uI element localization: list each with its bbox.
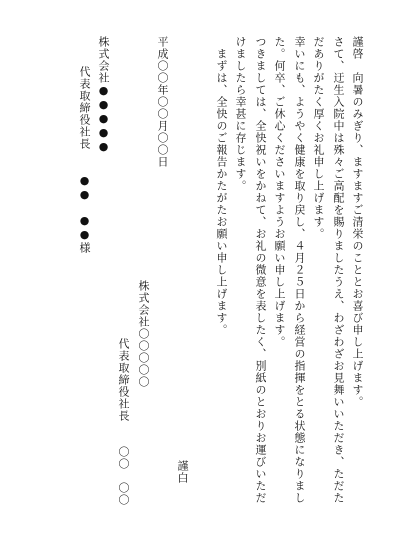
- body-line-3: 幸いにも、ようやく健康を取り戻し、４月２５日から経営の指揮をとる状態になりまし: [293, 36, 306, 504]
- letter-closing: 謹白: [176, 460, 189, 484]
- body-line-2: だありがたく厚くお礼申し上げます。: [312, 36, 325, 240]
- body-line-6: けましたら幸甚に存じます。: [234, 36, 247, 192]
- letter-opening: 謹啓 向暑のみぎり、ますますご清栄のこととお喜び申し上げます。: [351, 36, 364, 408]
- recipient-company: 株式会社●●●●●: [97, 36, 110, 154]
- body-line-1: さて、迂生入院中は殊々ご高配を賜りましたうえ、わざわざお見舞いいただき、ただた: [332, 36, 345, 504]
- letter-date: 平成〇〇年〇〇月〇〇日: [156, 36, 169, 168]
- sender-company: 株式会社〇〇〇〇〇: [137, 280, 150, 388]
- body-line-7: まずは、全快のご報告かたがたお願い申し上げます。: [215, 48, 228, 336]
- body-line-4: た。何卒、ご休心くださいますようお願い申し上げます。: [273, 36, 286, 348]
- recipient-title-name: 代表取締役社長 ●● ●●様: [78, 66, 91, 254]
- body-line-5: つきましては、全快祝いをかねて、お礼の微意を表したく、別紙のとおりお運びいただ: [254, 36, 267, 504]
- sender-title-name: 代表取締役社長 〇〇 〇〇: [117, 338, 130, 506]
